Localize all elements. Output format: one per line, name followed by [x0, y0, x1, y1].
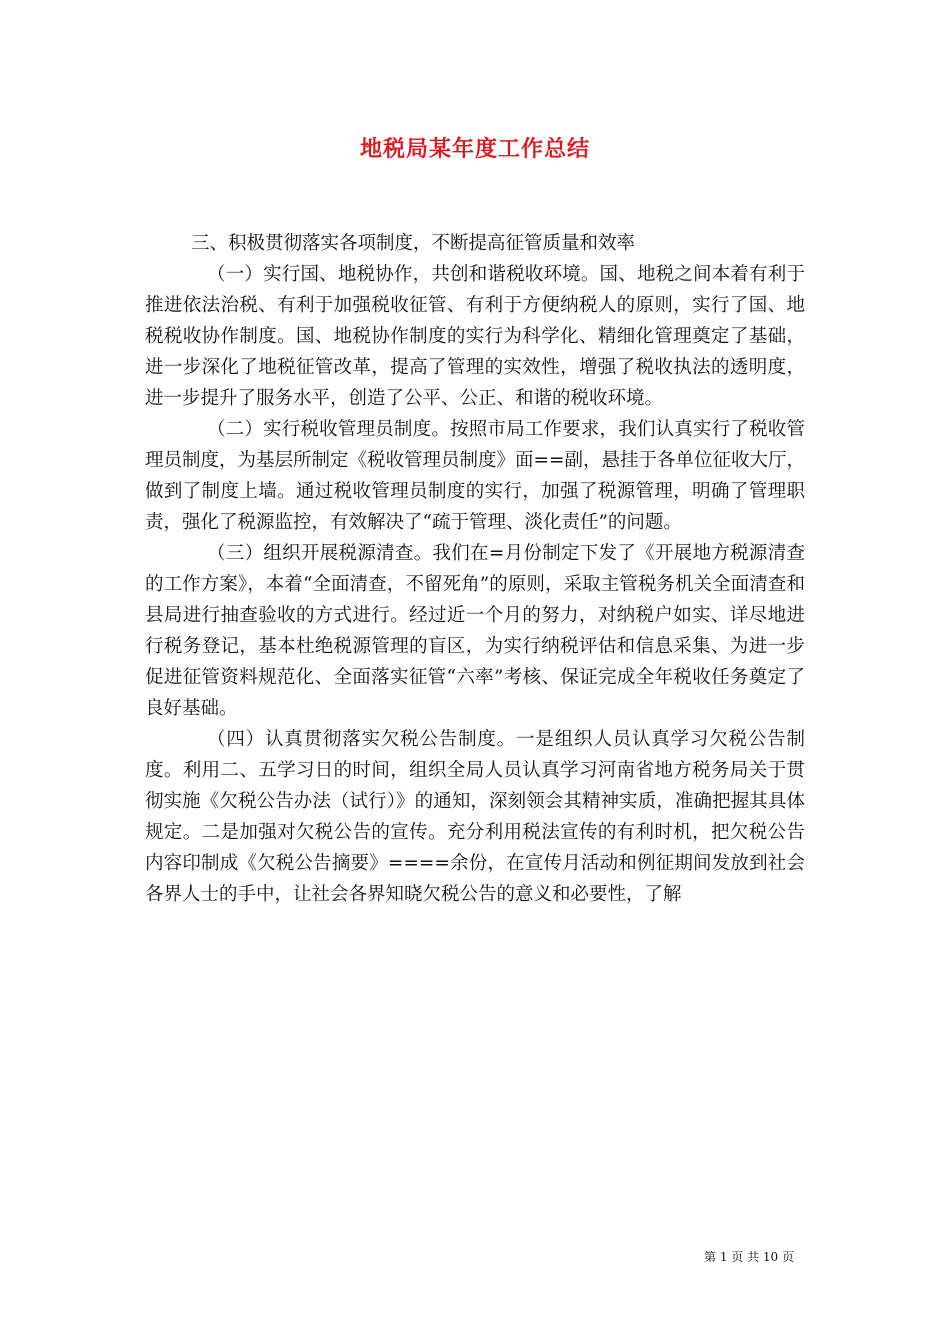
document-body: [145, 228, 805, 910]
section-heading: 三、积极贯彻落实各项制度，不断提高征管质量和效率: [191, 233, 636, 254]
paragraph-1: （一）实行国、地税协作，共创和谐税收环境。国、地税之间本着有利于推进依法治税、有利于加强税收征管、有利于方便纳税人的原则，实行了国、地税税收协作制度。国、地税协作制度的实行为科学化、精细化管理奠定了基础，进一步深化了地税征管改革，提高了管理的实效性，增强了税收执法的透明度，进一步提升了服务水平，创造了公平、公正、和谐的税收环境。: [145, 264, 805, 409]
page-title: 地税局某年度工作总结: [359, 136, 590, 162]
paragraph-4: （四）认真贯彻落实欠税公告制度。一是组织人员认真学习欠税公告制度。利用二、五学习日的时间，组织全局人员认真学习河南省地方税务局关于贯彻实施《欠税公告办法（试行）》的通知，深刻领会其精神实质，准确把握其具体规定。二是加强对欠税公告的宣传。充分利用税法宣传的有利时机，把欠税公告内容印制成《欠税公告摘要》====余份，在宣传月活动和例征期间发放到社会各界人士的手中，让社会各界知晓欠税公告的意义和必要性，了解: [145, 729, 805, 905]
page-number-footer: 第 1 页 共 10 页: [704, 1250, 794, 1264]
paragraph-2: （二）实行税收管理员制度。按照市局工作要求，我们认真实行了税收管理员制度，为基层所制定《税收管理员制度》面==副，悬挂于各单位征收大厅，做到了制度上墙。通过税收管理员制度的实行，加强了税源管理，明确了管理职责，强化了税源监控，有效解决了“疏于管理、淡化责任”的问题。: [145, 419, 806, 533]
paragraph-3: （三）组织开展税源清查。我们在=月份制定下发了《开展地方税源清查的工作方案》，本着“全面清查，不留死角”的原则，采取主管税务机关全面清查和县局进行抽查验收的方式进行。经过近一个月的努力，对纳税户如实、详尽地进行税务登记，基本杜绝税源管理的盲区，为实行纳税评估和信息采集、为进一步促进征管资料规范化、全面落实征管“六率”考核、保证完成全年税收任务奠定了良好基础。: [145, 543, 805, 719]
